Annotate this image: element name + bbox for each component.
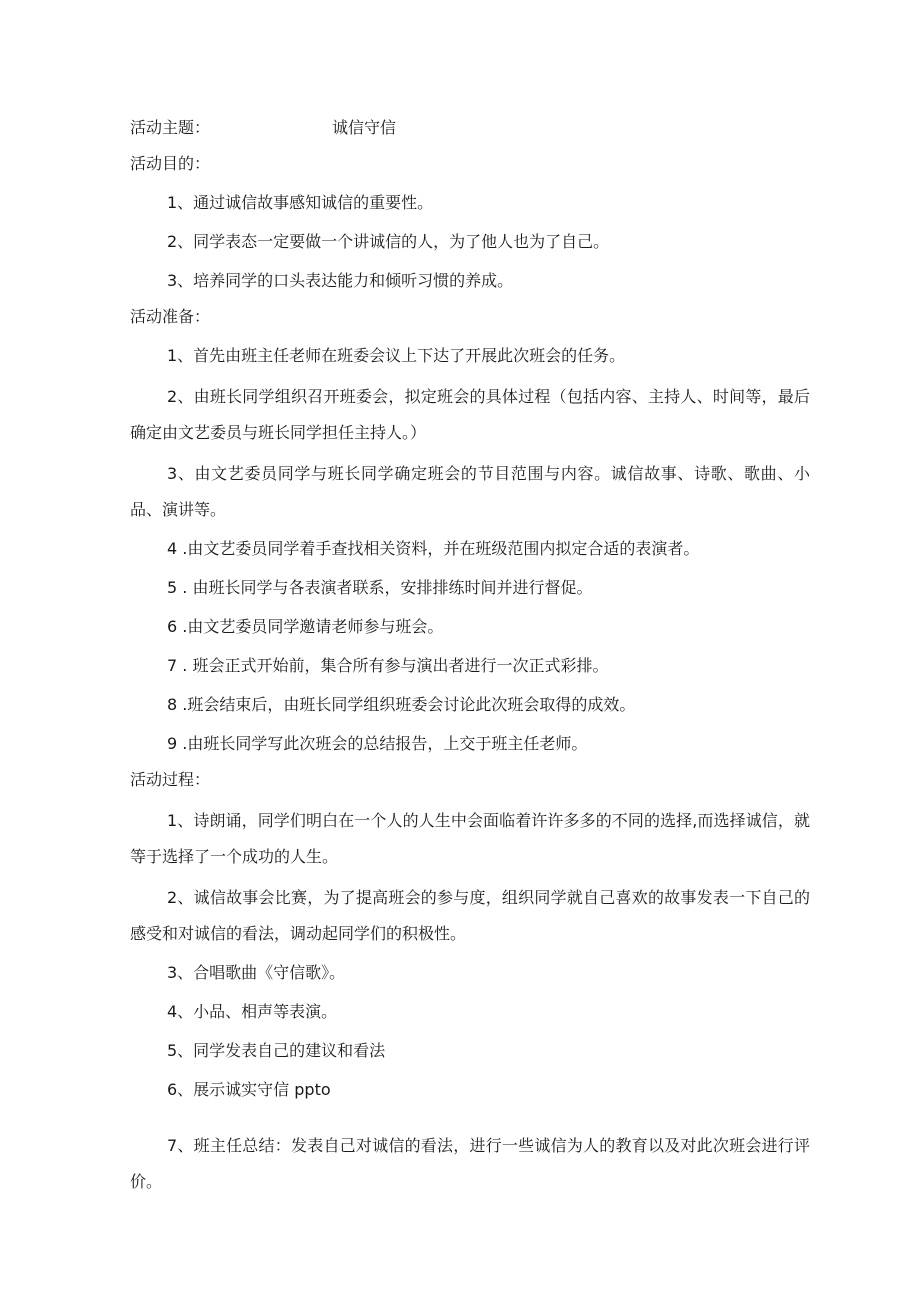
preparation-item-9: 9 .由班长同学写此次班会的总结报告，上交于班主任老师。 bbox=[167, 734, 588, 753]
process-item-5: 5、同学发表自己的建议和看法 bbox=[167, 1041, 386, 1060]
purpose-item-1: 1、通过诚信故事感知诚信的重要性。 bbox=[167, 193, 434, 212]
process-item-3: 3、合唱歌曲《守信歌》。 bbox=[167, 963, 346, 982]
preparation-item-6: 6 .由文艺委员同学邀请老师参与班会。 bbox=[167, 617, 444, 636]
theme-value: 诚信守信 bbox=[332, 118, 397, 137]
preparation-item-8: 8 .班会结束后，由班长同学组织班委会讨论此次班会取得的成效。 bbox=[167, 695, 636, 714]
preparation-item-1: 1、首先由班主任老师在班委会议上下达了开展此次班会的任务。 bbox=[167, 346, 626, 365]
preparation-item-4: 4 .由文艺委员同学着手查找相关资料，并在班级范围内拟定合适的表演者。 bbox=[167, 539, 700, 558]
process-item-7: 7、班主任总结：发表自己对诚信的看法，进行一些诚信为人的教育以及对此次班会进行评价。 bbox=[130, 1136, 810, 1191]
process-item-2: 2、诚信故事会比赛，为了提高班会的参与度，组织同学就自己喜欢的故事发表一下自己的感受和对诚信的看法，调动起同学们的积极性。 bbox=[130, 888, 810, 943]
preparation-item-3: 3、由文艺委员同学与班长同学确定班会的节目范围与内容。诚信故事、诗歌、歌曲、小品、演讲等。 bbox=[130, 464, 810, 519]
preparation-heading: 活动准备： bbox=[130, 307, 211, 326]
process-heading: 活动过程： bbox=[130, 770, 211, 789]
process-item-6: 6、展示诚实守信 ppto bbox=[167, 1080, 331, 1099]
preparation-item-2: 2、由班长同学组织召开班委会，拟定班会的具体过程（包括内容、主持人、时间等，最后确定由文艺委员与班长同学担任主持人。） bbox=[130, 387, 810, 442]
process-item-1: 1、诗朗诵，同学们明白在一个人的人生中会面临着许许多多的不同的选择,而选择诚信，就等于选择了一个成功的人生。 bbox=[130, 811, 810, 866]
purpose-item-2: 2、同学表态一定要做一个讲诚信的人，为了他人也为了自己。 bbox=[167, 232, 610, 251]
preparation-item-7: 7 . 班会正式开始前，集合所有参与演出者进行一次正式彩排。 bbox=[167, 656, 609, 675]
process-item-4: 4、小品、相声等表演。 bbox=[167, 1002, 338, 1021]
purpose-item-3: 3、培养同学的口头表达能力和倾听习惯的养成。 bbox=[167, 271, 514, 290]
purpose-heading: 活动目的： bbox=[130, 154, 211, 173]
theme-row bbox=[130, 110, 810, 146]
theme-label: 活动主题： bbox=[130, 118, 211, 137]
preparation-item-5: 5 . 由班长同学与各表演者联系，安排排练时间并进行督促。 bbox=[167, 578, 593, 597]
